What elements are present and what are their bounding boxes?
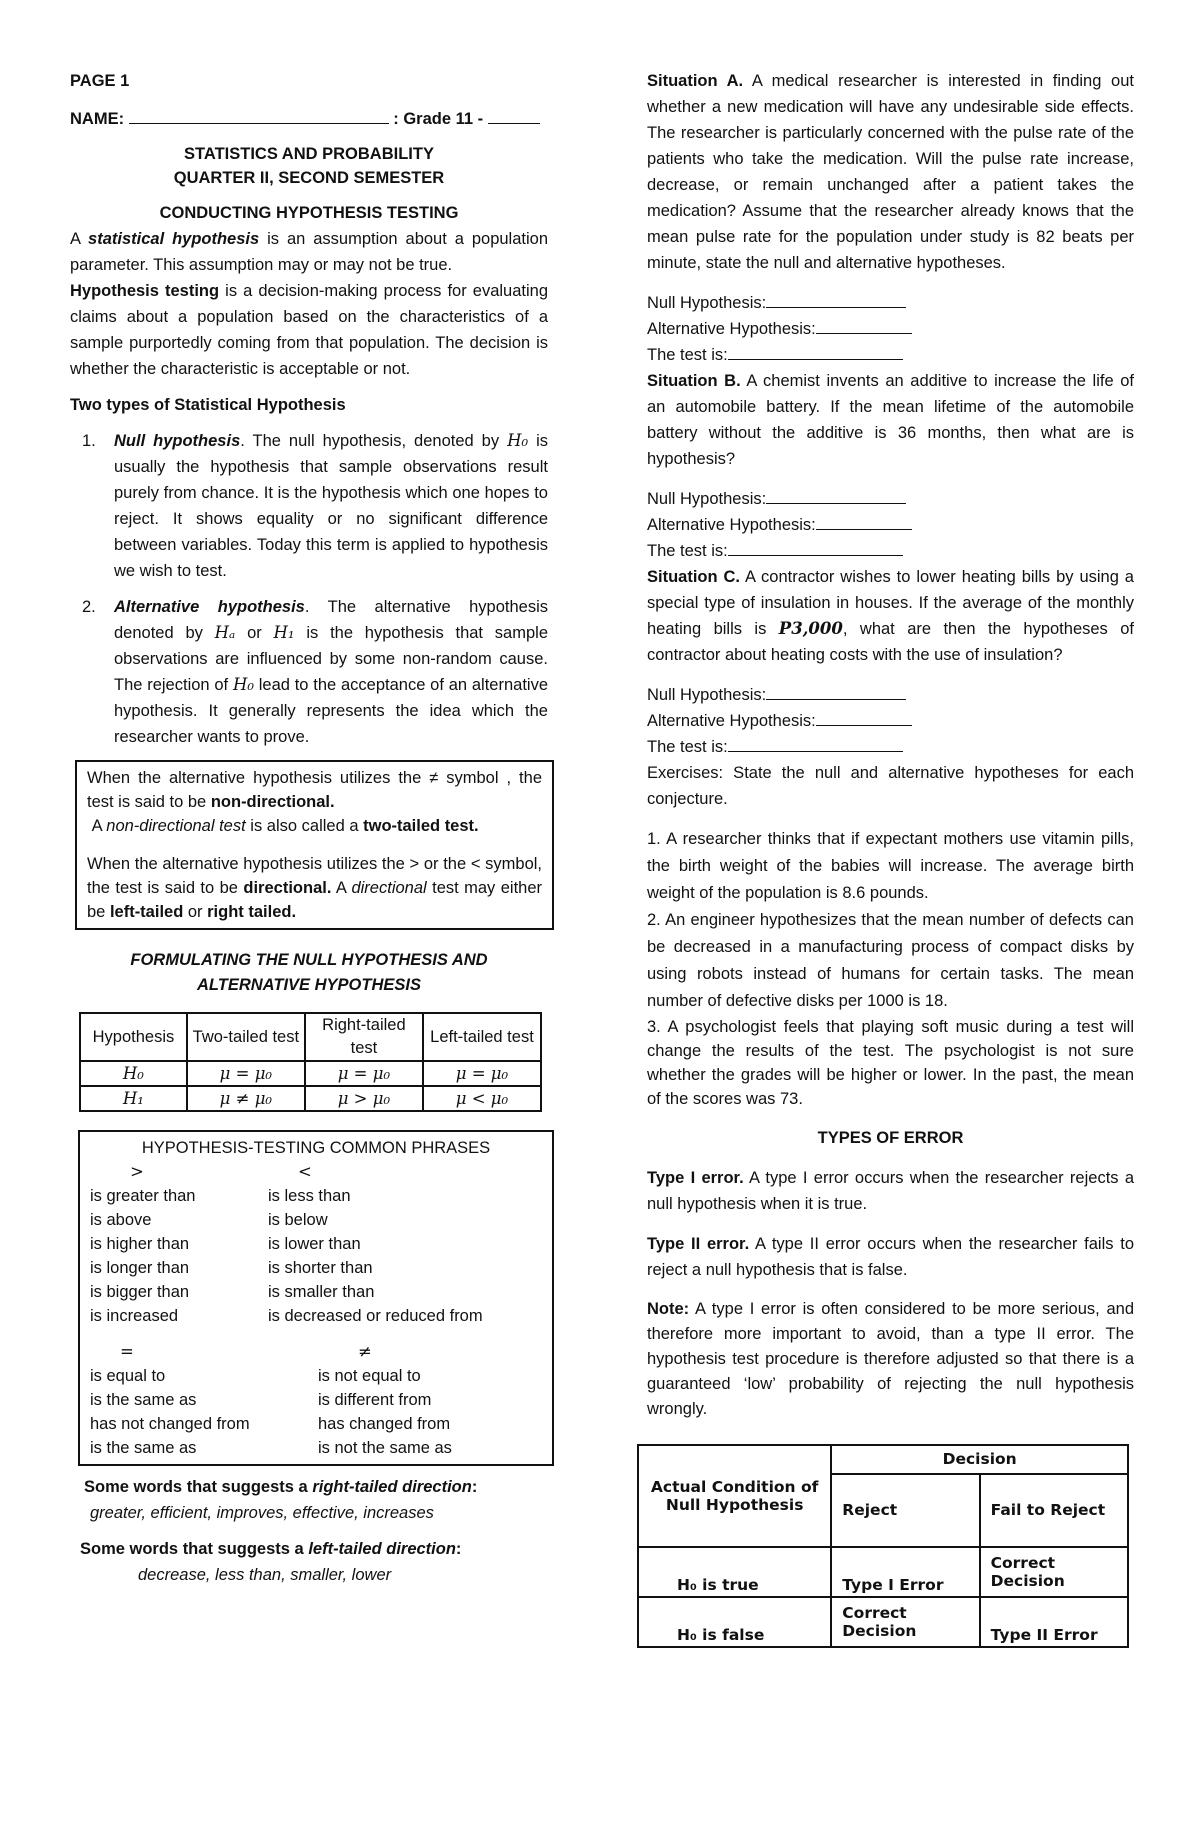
table-cell: μ < μ₀ <box>423 1086 541 1111</box>
not-equal-symbol: ≠ <box>358 1342 372 1361</box>
phrase-right: is not the same as <box>318 1439 452 1457</box>
phrase-row <box>90 1280 542 1304</box>
table-cell: H₁ <box>80 1086 187 1111</box>
phrase-left: is the same as <box>90 1439 197 1457</box>
phrase-row <box>90 1412 542 1436</box>
list-item-alternative <box>70 594 548 750</box>
fail-to-reject-header: Fail to Reject <box>980 1474 1128 1547</box>
types-list <box>70 428 548 750</box>
type1-label: Type I error. <box>647 1169 744 1187</box>
type2-text: A type II error occurs when the researcher fails to reject a null hypothesis that is false. <box>647 1235 1134 1279</box>
test-type-line <box>647 342 1134 368</box>
right-i: right-tailed direction <box>312 1478 472 1496</box>
note-text: A type I error is often considered to be more serious, and therefore more important to avoid, than a type II error. The hypothesis test procedure is therefore adjusted so that there is a guaranteed ‘low’ probability of rejecting the null hypothesis wrongly. <box>647 1300 1134 1418</box>
definition-statistical-hypothesis <box>70 226 548 278</box>
table-header: Left-tailed test <box>423 1013 541 1061</box>
decision-header-row <box>638 1445 1128 1474</box>
type1-text: A type I error occurs when the researcher rejects a null hypothesis when it is true. <box>647 1169 1134 1213</box>
phrases-gt-lt-list <box>90 1184 542 1328</box>
table-row <box>80 1061 541 1086</box>
decision-table <box>637 1444 1129 1648</box>
null-hypothesis-line <box>647 486 1134 512</box>
section-title-conducting: CONDUCTING HYPOTHESIS TESTING <box>159 204 459 222</box>
phrase-left: is higher than <box>90 1235 190 1253</box>
table-cell: μ = μ₀ <box>305 1061 423 1086</box>
grade-label: : Grade 11 - <box>393 110 484 128</box>
exercises-intro: Exercises: State the null and alternative hypotheses for each conjecture. <box>647 764 1134 808</box>
phrase-right: is shorter than <box>268 1259 373 1277</box>
phrase-left: is longer than <box>90 1259 190 1277</box>
alt-text-b: is the hypothesis that sample observations are influenced by some non-random cause. The rejection of <box>114 624 548 694</box>
situation-b-label: Situation B. <box>647 372 741 390</box>
phrase-row <box>90 1304 542 1328</box>
def2-term: Hypothesis testing <box>70 282 220 300</box>
ha-symbol: Hₐ <box>214 623 236 642</box>
types-of-error-title: TYPES OF ERROR <box>817 1129 964 1147</box>
situation-b <box>647 368 1134 472</box>
subject-title: STATISTICS AND PROBABILITY <box>184 145 434 163</box>
answer-blank[interactable] <box>766 685 906 700</box>
left-i: left-tailed direction <box>308 1540 456 1558</box>
alt-text-or: or <box>235 624 274 642</box>
name-blank[interactable] <box>129 109 389 124</box>
p1-b: non-directional. <box>210 793 335 811</box>
definition-hypothesis-testing <box>70 278 548 382</box>
right-b: : <box>471 1478 478 1496</box>
phrase-left: has not changed from <box>90 1415 250 1433</box>
situation-c-label: Situation C. <box>647 568 740 586</box>
table-row <box>80 1086 541 1111</box>
right-tailed-words-label <box>70 1474 548 1500</box>
table-header: Right-tailed test <box>305 1013 423 1061</box>
situation-c-amount: P3,000 <box>778 619 843 638</box>
error-note <box>647 1297 1134 1422</box>
phrase-row <box>90 1232 542 1256</box>
table-row <box>638 1547 1128 1597</box>
exercise-item: 1. A researcher thinks that if expectant mothers use vitamin pills, the birth weight of the babies will increase. The average birth weight of the population is 8.6 pounds. <box>647 830 1134 902</box>
type2-label: Type II error. <box>647 1235 750 1253</box>
def1-pre: A <box>70 230 89 248</box>
phrase-left: is increased <box>90 1307 179 1325</box>
left-b: : <box>455 1540 462 1558</box>
direction-box <box>75 760 554 930</box>
alternative-hypothesis-line <box>647 512 1134 538</box>
name-label: NAME: <box>70 110 125 128</box>
phrase-left: is above <box>90 1211 152 1229</box>
phrases-symbols-row-2 <box>90 1340 542 1364</box>
table-header-row <box>80 1013 541 1061</box>
type-2-error-cell: Type II Error <box>980 1597 1128 1647</box>
direction-p1 <box>87 766 542 814</box>
h0-false-label: H₀ is false <box>638 1597 831 1647</box>
table-cell: μ > μ₀ <box>305 1086 423 1111</box>
null-hypothesis-line <box>647 682 1134 708</box>
answer-blank[interactable] <box>816 515 912 530</box>
phrase-right: is below <box>268 1211 328 1229</box>
test-type-line <box>647 538 1134 564</box>
phrase-right: is lower than <box>268 1235 361 1253</box>
situation-c-text-a: A contractor wishes to lower heating bills by using a special type of insulation in houses. If the average of the monthly heating bills is <box>647 568 1134 638</box>
def1-term: statistical hypothesis <box>88 230 260 248</box>
p3-d: test may either be <box>87 879 543 921</box>
phrase-row <box>90 1184 542 1208</box>
left-a: Some words that suggests a <box>80 1540 309 1558</box>
phrase-row <box>90 1436 542 1460</box>
list-number: 1. <box>82 432 96 450</box>
equal-symbol: = <box>120 1342 134 1361</box>
section-blank[interactable] <box>488 109 540 124</box>
right-a: Some words that suggests a <box>84 1478 313 1496</box>
h0-symbol: H₀ <box>232 675 254 694</box>
direction-p2 <box>87 814 542 838</box>
table-header: Hypothesis <box>80 1013 187 1061</box>
p2-i: non-directional test <box>106 817 246 835</box>
phrase-row <box>90 1388 542 1412</box>
phrases-title: HYPOTHESIS-TESTING COMMON PHRASES <box>141 1139 491 1157</box>
phrase-right: is less than <box>268 1187 351 1205</box>
answer-blank[interactable] <box>766 489 906 504</box>
def1-rest: is an assumption about a population parameter. This assumption may or may not be true. <box>70 230 548 274</box>
alt-term: Alternative hypothesis <box>114 598 305 616</box>
phrase-row <box>90 1208 542 1232</box>
table-cell: H₀ <box>80 1061 187 1086</box>
h0-symbol: H₀ <box>507 431 529 450</box>
alt-label: Alternative Hypothesis: <box>647 516 816 534</box>
phrase-right: is not equal to <box>318 1367 421 1385</box>
table-cell: μ = μ₀ <box>187 1061 305 1086</box>
phrases-eq-ne-list <box>90 1364 542 1460</box>
right-column <box>647 68 1134 1648</box>
type-2-error <box>647 1231 1134 1283</box>
null-label: Null Hypothesis: <box>647 686 767 704</box>
p2-c: two-tailed test. <box>363 817 479 835</box>
situation-a-label: Situation A. <box>647 72 744 90</box>
correct-decision-cell: Correct Decision <box>980 1547 1128 1597</box>
situation-a-text: A medical researcher is interested in finding out whether a new medication will have any undesirable side effects. The researcher is particularly concerned with the pulse rate of the patients who take the medication. Will the pulse rate increase, decrease, or remain unchanged after a patient takes the medication? Assume that the researcher already knows that the mean pulse rate for the population under study is 82 beats per minute, state the null and alternative hypotheses. <box>647 72 1134 272</box>
test-label: The test is: <box>647 346 728 364</box>
answer-blank[interactable] <box>728 541 903 556</box>
phrase-left: is bigger than <box>90 1283 190 1301</box>
test-label: The test is: <box>647 542 728 560</box>
alt-text-c: lead to the acceptance of an alternative hypothesis. It generally represents the idea which the researcher wants to prove. <box>114 676 549 746</box>
greater-than-symbol: > <box>130 1162 144 1181</box>
table-header: Two-tailed test <box>187 1013 305 1061</box>
situation-a <box>647 68 1134 276</box>
types-heading: Two types of Statistical Hypothesis <box>70 396 346 414</box>
p2-a: A <box>91 817 107 835</box>
table-cell: μ ≠ μ₀ <box>187 1086 305 1111</box>
situation-b-answers <box>647 486 1134 564</box>
p3-b: directional. <box>243 879 332 897</box>
answer-blank[interactable] <box>766 293 906 308</box>
null-text-a: . The null hypothesis, denoted by <box>240 432 508 450</box>
common-phrases-box <box>78 1130 554 1466</box>
h0-true-label: H₀ is true <box>638 1547 831 1597</box>
null-hypothesis-line <box>647 290 1134 316</box>
table-cell: μ = μ₀ <box>423 1061 541 1086</box>
answer-blank[interactable] <box>728 345 903 360</box>
null-label: Null Hypothesis: <box>647 490 767 508</box>
p3-g: right tailed. <box>207 903 297 921</box>
note-label: Note: <box>647 1300 690 1318</box>
page-label: PAGE 1 <box>70 72 130 90</box>
alt-text-a: . The alternative hypothesis denoted by <box>114 598 548 642</box>
p3-a: When the alternative hypothesis utilizes the > or the < symbol, the test is said to be <box>87 855 542 897</box>
right-tailed-words: greater, efficient, improves, effective, increases <box>90 1504 434 1522</box>
phrase-left: is the same as <box>90 1391 197 1409</box>
list-number: 2. <box>82 598 96 616</box>
situation-a-answers <box>647 290 1134 368</box>
name-line <box>70 106 548 132</box>
h1-symbol: H₁ <box>273 623 295 642</box>
test-type-line <box>647 734 1134 760</box>
alt-label: Alternative Hypothesis: <box>647 712 816 730</box>
test-label: The test is: <box>647 738 728 756</box>
formulating-title-2: ALTERNATIVE HYPOTHESIS <box>197 976 421 994</box>
exercise-item: 3. A psychologist feels that playing soft music during a test will change the results of the test. The psychologist is not sure whether the grades will be higher or lower. In the past, the mean of the scores was 73. <box>647 1018 1134 1108</box>
p1-a: When the alternative hypothesis utilizes the ≠ symbol , the test is said to be <box>87 769 542 811</box>
exercise-item: 2. An engineer hypothesizes that the mean number of defects can be decreased in a manufacturing process of compact disks by using robots instead of humans for certain tasks. The mean number of defective disks per 1000 is 18. <box>647 911 1134 1010</box>
quarter-title: QUARTER II, SECOND SEMESTER <box>173 169 445 187</box>
alternative-hypothesis-line <box>647 316 1134 342</box>
type-1-error <box>647 1165 1134 1217</box>
left-tailed-words: decrease, less than, smaller, lower <box>138 1566 392 1584</box>
alternative-hypothesis-line <box>647 708 1134 734</box>
situation-c-text-b: , what are then the hypotheses of contractor about heating costs with the use of insulation? <box>647 620 1134 664</box>
formulating-title-1: FORMULATING THE NULL HYPOTHESIS AND <box>130 951 488 969</box>
hypothesis-table <box>79 1012 542 1112</box>
phrase-right: is different from <box>318 1391 432 1409</box>
less-than-symbol: < <box>298 1162 312 1181</box>
type-1-error-cell: Type I Error <box>831 1547 979 1597</box>
phrase-left: is greater than <box>90 1187 196 1205</box>
direction-p3 <box>87 852 542 924</box>
situation-b-text: A chemist invents an additive to increase the life of an automobile battery. If the mean lifetime of the automobile battery without the additive is 36 months, then what are is hypothesis? <box>647 372 1134 468</box>
p3-e: left-tailed <box>109 903 184 921</box>
left-column <box>70 68 548 1588</box>
phrases-symbols-row <box>90 1160 542 1184</box>
alt-label: Alternative Hypothesis: <box>647 320 816 338</box>
list-item-null <box>70 428 548 584</box>
null-text-b: is usually the hypothesis that sample observations result purely from chance. It is the hypothesis which one hopes to reject. It shows equality or no significant difference between variables. Today this term is applied to hypothesis we wish to test. <box>114 432 548 580</box>
p3-c: A <box>331 879 352 897</box>
phrase-row <box>90 1256 542 1280</box>
null-term: Null hypothesis <box>114 432 241 450</box>
situation-c <box>647 564 1134 668</box>
answer-blank[interactable] <box>816 319 912 334</box>
p3-f: or <box>183 903 208 921</box>
answer-blank[interactable] <box>728 737 903 752</box>
p2-b: is also called a <box>245 817 364 835</box>
left-tailed-words-label <box>70 1536 548 1562</box>
phrase-right: is decreased or reduced from <box>268 1307 483 1325</box>
p3-i: directional <box>351 879 427 897</box>
correct-decision-cell: Correct Decision <box>831 1597 979 1647</box>
table-row <box>638 1597 1128 1647</box>
phrase-left: is equal to <box>90 1367 166 1385</box>
phrase-right: is smaller than <box>268 1283 375 1301</box>
situation-c-answers <box>647 682 1134 760</box>
def2-rest: is a decision-making process for evaluating claims about a population based on the characteristics of a sample purportedly coming from that population. The decision is whether the characteristic is acceptable or not. <box>70 282 549 378</box>
actual-condition-header: Actual Condition of Null Hypothesis <box>638 1445 831 1547</box>
answer-blank[interactable] <box>816 711 912 726</box>
phrase-right: has changed from <box>318 1415 451 1433</box>
reject-header: Reject <box>831 1474 979 1547</box>
null-label: Null Hypothesis: <box>647 294 767 312</box>
phrase-row <box>90 1364 542 1388</box>
decision-header: Decision <box>831 1445 1128 1474</box>
